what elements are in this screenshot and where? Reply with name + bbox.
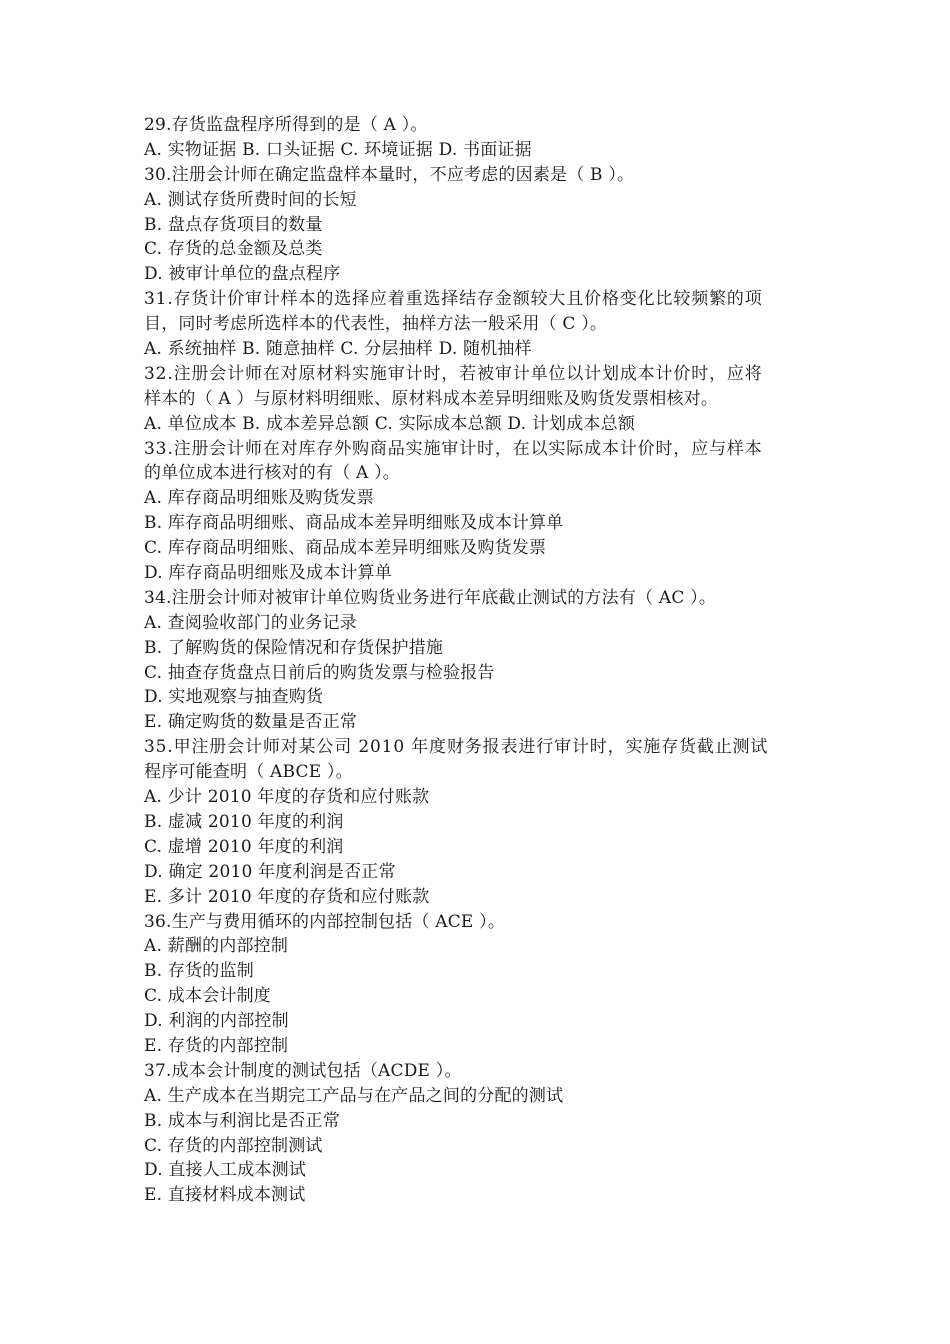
- question-36: 36.生产与费用循环的内部控制包括（ ACE ）。: [144, 911, 506, 932]
- question-36-option-d: D. 利润的内部控制: [144, 1011, 289, 1032]
- question-34: 34.注册会计师对被审计单位购货业务进行年底截止测试的方法有（ AC ）。: [144, 587, 717, 608]
- question-34-option-d: D. 实地观察与抽查购货: [144, 687, 324, 708]
- question-36-option-a: A. 薪酬的内部控制: [144, 936, 289, 957]
- question-31-line-1: 31.存货计价审计样本的选择应着重选择结存金额较大且价格变化比较频繁的项: [144, 289, 763, 310]
- question-33-line-1: 33.注册会计师在对库存外购商品实施审计时，在以实际成本计价时，应与样本: [144, 438, 763, 459]
- question-37-option-e: E. 直接材料成本测试: [144, 1185, 306, 1206]
- question-35-option-c: C. 虚增 2010 年度的利润: [144, 836, 344, 857]
- question-32-line-1: 32.注册会计师在对原材料实施审计时，若被审计单位以计划成本计价时，应将: [144, 363, 763, 384]
- question-37-option-b: B. 成本与利润比是否正常: [144, 1110, 340, 1131]
- question-30-option-c: C. 存货的总金额及总类: [144, 239, 323, 260]
- question-29: 29.存货监盘程序所得到的是（ A ）。: [144, 115, 428, 135]
- question-30-option-a: A. 测试存货所费时间的长短: [144, 189, 357, 210]
- question-35-line-2: 程序可能查明（ ABCE ）。: [144, 762, 353, 783]
- question-37-option-a: A. 生产成本在当期完工产品与在产品之间的分配的测试: [144, 1085, 564, 1106]
- question-33-option-b: B. 库存商品明细账、商品成本差异明细账及成本计算单: [144, 513, 564, 534]
- question-37: 37.成本会计制度的测试包括（ACDE ）。: [144, 1060, 462, 1081]
- question-31-line-2: 目，同时考虑所选样本的代表性，抽样方法一般采用（ C ）。: [144, 314, 608, 335]
- question-30: 30.注册会计师在确定监盘样本量时，不应考虑的因素是（ B ）。: [144, 164, 635, 185]
- question-33-option-d: D. 库存商品明细账及成本计算单: [144, 563, 393, 584]
- question-32-options: A. 单位成本 B. 成本差异总额 C. 实际成本总额 D. 计划成本总额: [144, 413, 636, 434]
- question-30-option-b: B. 盘点存货项目的数量: [144, 214, 323, 235]
- question-37-option-c: C. 存货的内部控制测试: [144, 1135, 323, 1156]
- question-35-option-d: D. 确定 2010 年度利润是否正常: [144, 861, 396, 882]
- question-36-option-e: E. 存货的内部控制: [144, 1035, 289, 1056]
- question-31-options: A. 系统抽样 B. 随意抽样 C. 分层抽样 D. 随机抽样: [144, 339, 532, 360]
- question-33-option-a: A. 库存商品明细账及购货发票: [144, 488, 375, 509]
- question-36-option-c: C. 成本会计制度: [144, 986, 272, 1007]
- question-36-option-b: B. 存货的监制: [144, 961, 254, 982]
- question-37-option-d: D. 直接人工成本测试: [144, 1160, 307, 1181]
- question-34-option-a: A. 查阅验收部门的业务记录: [144, 612, 357, 633]
- document-body: [144, 113, 809, 1208]
- question-35-line-1: 35.甲注册会计师对某公司 2010 年度财务报表进行审计时，实施存货截止测试: [144, 737, 769, 758]
- question-35-option-e: E. 多计 2010 年度的存货和应付账款: [144, 886, 430, 907]
- question-33-option-c: C. 库存商品明细账、商品成本差异明细账及购货发票: [144, 538, 547, 559]
- question-29-options: A. 实物证据 B. 口头证据 C. 环境证据 D. 书面证据: [144, 139, 532, 160]
- question-35-option-b: B. 虚减 2010 年度的利润: [144, 811, 344, 832]
- question-32-line-2: 样本的（ A ）与原材料明细账、原材料成本差异明细账及购货发票相核对。: [144, 388, 719, 409]
- question-34-option-b: B. 了解购货的保险情况和存货保护措施: [144, 637, 444, 658]
- question-30-option-d: D. 被审计单位的盘点程序: [144, 264, 341, 285]
- question-33-line-2: 的单位成本进行核对的有（ A ）。: [144, 463, 400, 484]
- question-35-option-a: A. 少计 2010 年度的存货和应付账款: [144, 787, 430, 808]
- question-34-option-c: C. 抽查存货盘点日前后的购货发票与检验报告: [144, 662, 495, 683]
- question-34-option-e: E. 确定购货的数量是否正常: [144, 712, 358, 733]
